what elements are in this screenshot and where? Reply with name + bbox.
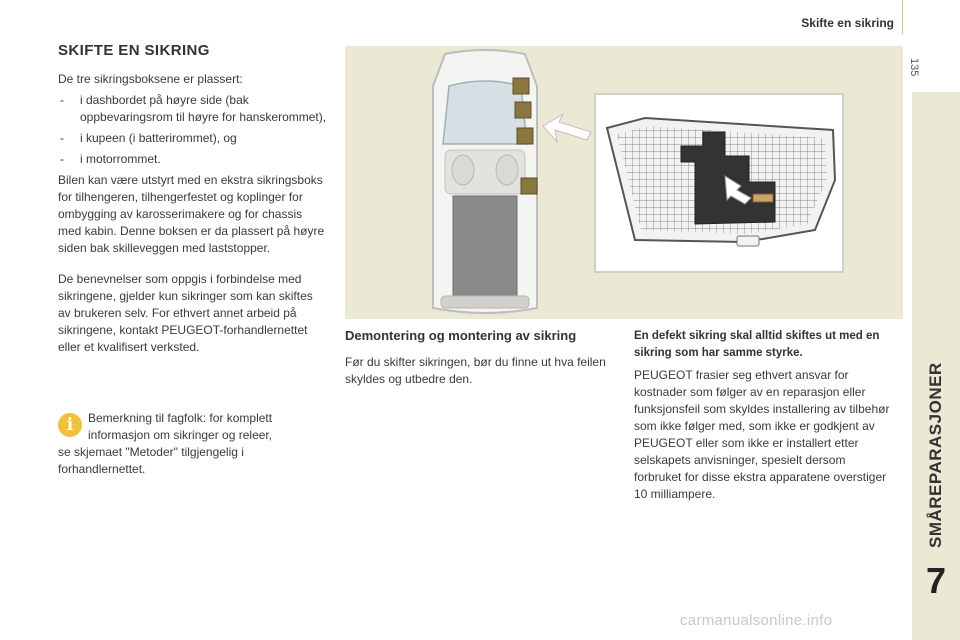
van-fusebox-diagram [345, 46, 903, 319]
running-header: Skifte en sikring [801, 16, 894, 30]
watermark: carmanualsonline.info [680, 612, 833, 629]
fusebox-marker-engine [517, 128, 533, 144]
fusebox-marker-trailer [521, 178, 537, 194]
header-divider [902, 0, 903, 34]
fusebox-location-list [58, 92, 328, 168]
subsection-text: Før du skifter sikringen, bør du finne ut hva feilen skyldes og utbedre den. [345, 355, 606, 386]
warning-column [634, 328, 892, 503]
chapter-label-text: SMÅREPARASJONER [926, 362, 945, 548]
fusebox-illustration [345, 46, 903, 319]
arrow-icon [543, 114, 591, 142]
subsection-title: Demontering og montering av sikring [345, 328, 577, 343]
info-icon: i [58, 413, 82, 437]
info-text-rest: se skjemaet "Metoder" tilgjengelig i forhandlernettet. [58, 445, 244, 476]
info-note [58, 410, 328, 478]
fusebox-detail-inset [595, 94, 843, 272]
paragraph-extra-fusebox: Bilen kan være utstyrt med en ekstra sikringsboks for tilhengeren, tilhengerfestet og koplinger for ombygging av karosserimakere og for chassis med kabin. Denne boksen er da plassert på høyre siden bak skilleveggen med laststopper. [58, 173, 325, 255]
section-title: SKIFTE EN SIKRING [58, 42, 210, 59]
intro-text: De tre sikringsboksene er plassert: [58, 72, 243, 86]
warning-text: PEUGEOT frasier seg ethvert ansvar for kostnader som følger av en reparasjon eller funksjonsfeil som skyldes installering av tilbehør som ikke følger med, som ikke er godkjent av PEUGEOT eller som ikke er installert etter selskapets anvisninger, spesielt dersom forbruket for disse ekstra apparatene overstiger 10 milliampere. [634, 368, 890, 501]
paragraph-fuse-designations: De benevnelser som oppgis i forbindelse med sikringene, gjelder kun sikringer som kan skiftes av brukeren selv. For ethvert annet arbeid på sikringene, kontakt PEUGEOT-forhandlernettet eller et kvalifisert verksted. [58, 272, 313, 354]
fusebox-marker-cabin [515, 102, 531, 118]
list-item: - i motorrommet. [58, 151, 328, 168]
page-number: 135 [908, 58, 920, 77]
subsection-column [345, 328, 610, 388]
list-item: - i dashbordet på høyre side (bak oppbevaringsrom til høyre for hanskerommet), [58, 92, 328, 126]
main-column [58, 42, 328, 356]
chapter-number: 7 [925, 560, 947, 601]
warning-bold-text: En defekt sikring skal alltid skiftes ut med en sikring som har samme styrke. [634, 330, 880, 359]
list-item: - i kupeen (i batterirommet), og [58, 130, 328, 147]
info-text-first: Bemerkning til fagfolk: for komplett informasjon om sikringer og releer, [88, 411, 273, 442]
fusebox-marker-dashboard [513, 78, 529, 94]
